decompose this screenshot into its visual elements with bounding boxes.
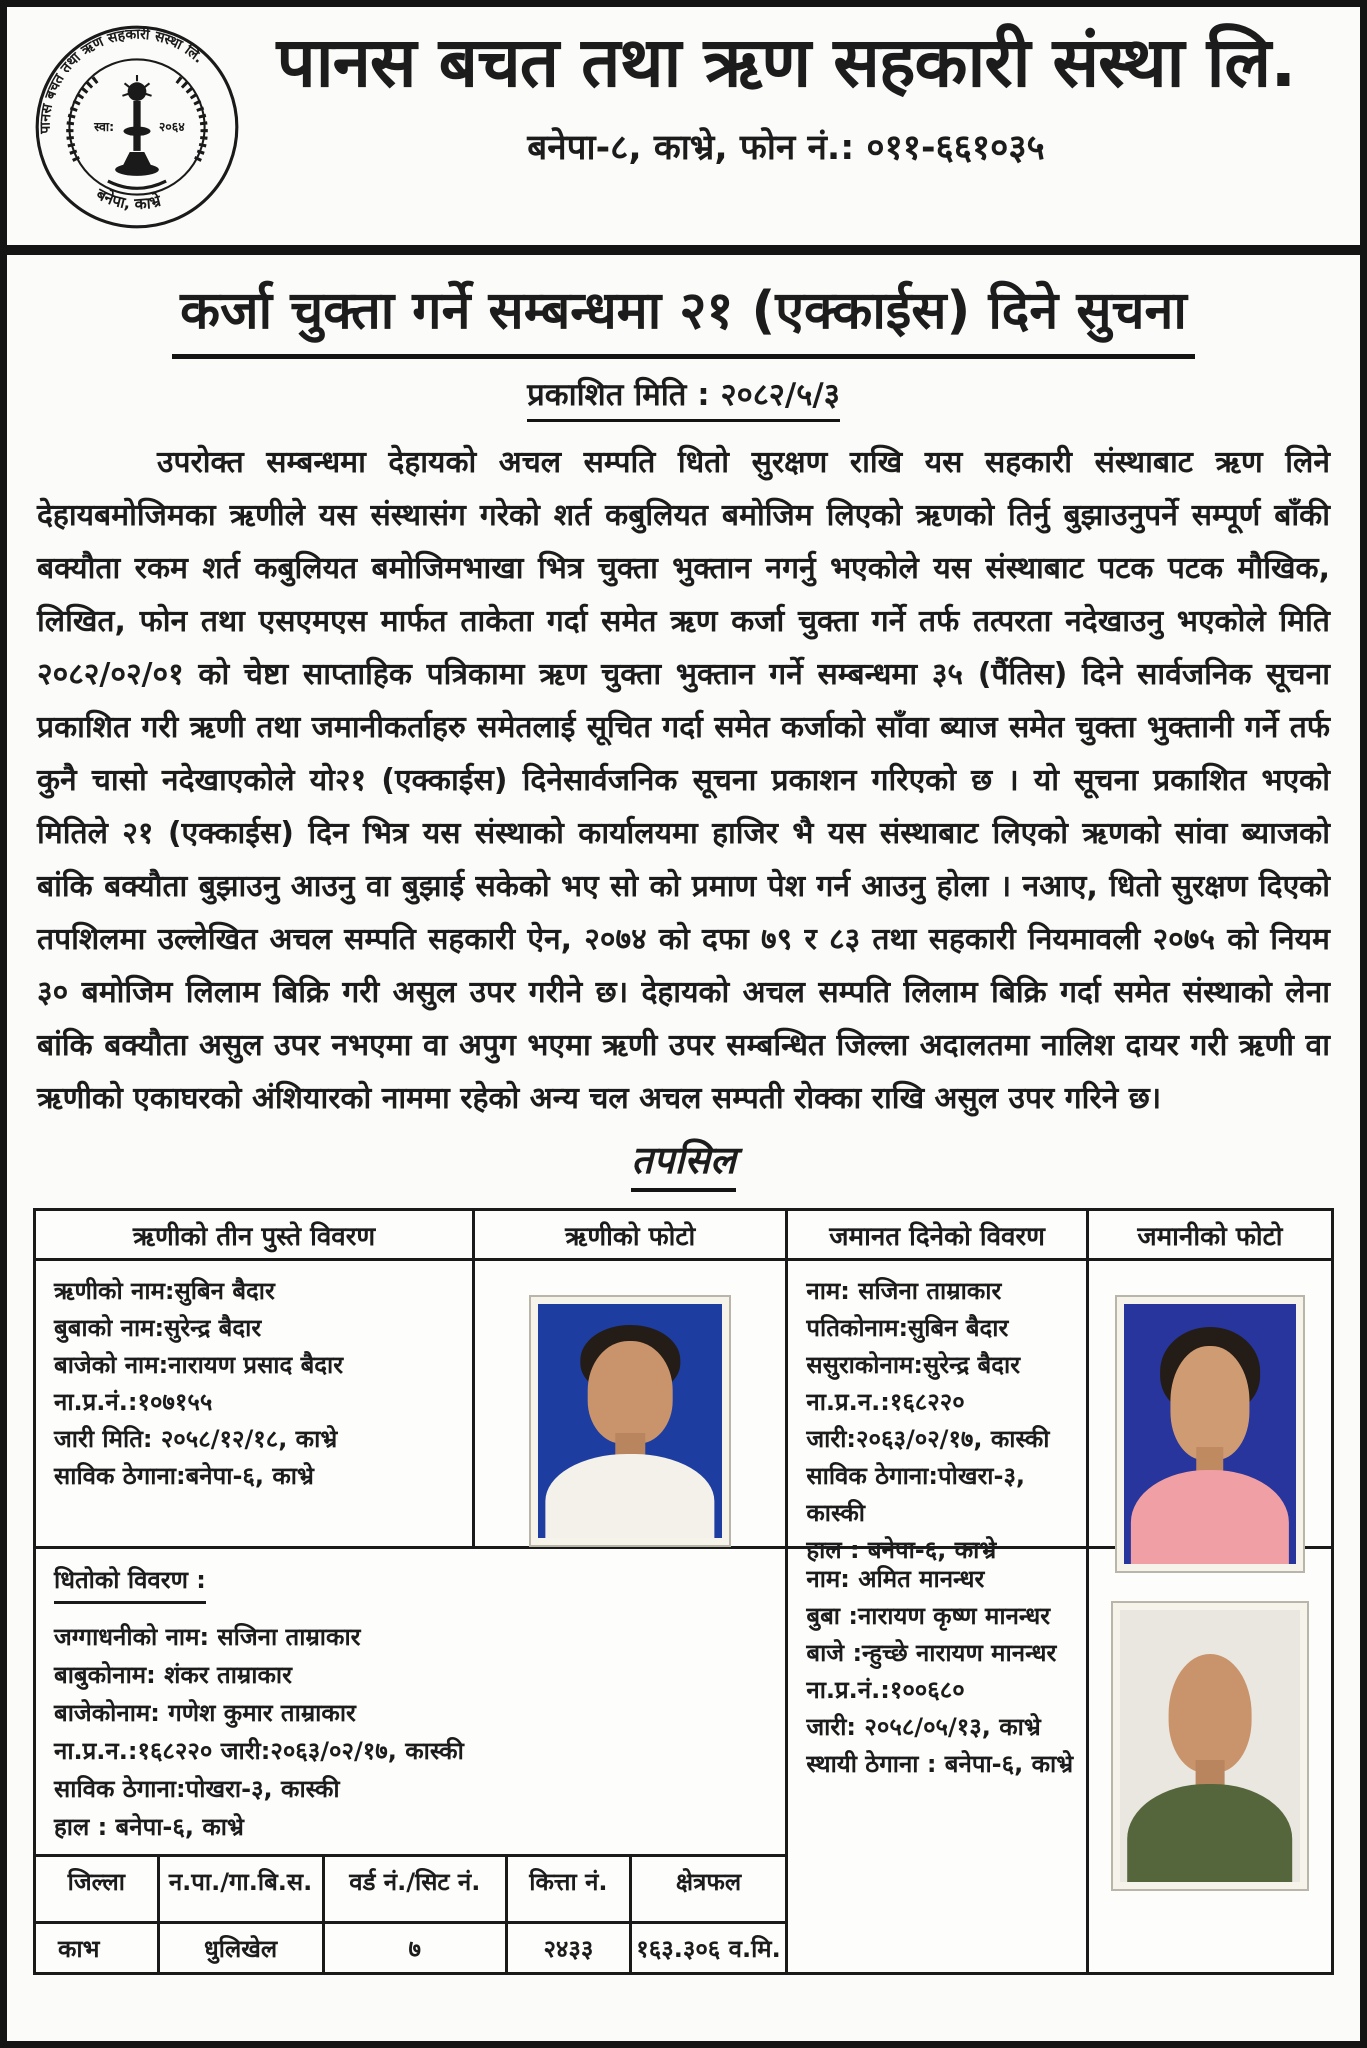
land-col-area: क्षेत्रफल (632, 1857, 786, 1924)
borrower-details-cell (36, 1261, 475, 1549)
land-parcel-table (36, 1854, 785, 1972)
guarantor2-line: बुबा :नारायण कृष्ण मानन्धर (806, 1602, 1051, 1630)
published-date: प्रकाशित मिति : २०८२/५/३ (527, 373, 840, 422)
borrower-line: जारी मिति: २०५८/१२/१८, काभ्रे (54, 1425, 338, 1453)
col-header-guarantor-photo: जमानीको फोटो (1089, 1211, 1331, 1261)
collateral-line: बाबुकोनाम: शंकर ताम्राकार (54, 1661, 292, 1689)
borrower-line: बुबाको नाम:सुरेन्द्र बैदार (54, 1314, 262, 1342)
collateral-title: धितोको विवरण : (54, 1561, 206, 1604)
header (7, 7, 1360, 245)
guarantor2-line: नाम: अमित मानन्धर (806, 1565, 985, 1593)
land-col-municipality: न.पा./गा.बि.स. (160, 1857, 325, 1924)
land-col-district: जिल्ला (36, 1857, 160, 1924)
header-divider (7, 245, 1360, 255)
guarantor2-photo-cell (1089, 1549, 1331, 1972)
guarantor1-line: नाम: सजिना ताम्राकार (806, 1277, 1002, 1305)
collateral-line: हाल : बनेपा-६, काभ्रे (54, 1813, 244, 1841)
land-val-district: काभ (36, 1924, 160, 1972)
collateral-line: बाजेकोनाम: गणेश कुमार ताम्राकार (54, 1699, 356, 1727)
collateral-cell (36, 1549, 788, 1972)
collateral-line: जग्गाधनीको नाम: सजिना ताम्राकार (54, 1623, 361, 1651)
guarantor1-photo-cell (1089, 1261, 1331, 1549)
col-header-guarantor-details: जमानत दिनेको विवरण (788, 1211, 1088, 1261)
borrower-portrait-icon (538, 1304, 722, 1538)
guarantor1-line: ससुराकोनाम:सुरेन्द्र बैदार (806, 1351, 1021, 1379)
guarantor1-line: जारी:२०६३/०२/१७, कास्की (806, 1425, 1050, 1453)
cooperative-seal-logo-icon (33, 23, 241, 231)
col-header-borrower-photo: ऋणीको फोटो (475, 1211, 788, 1261)
borrower-line: बाजेको नाम:नारायण प्रसाद बैदार (54, 1351, 344, 1379)
logo-ring-bottom-text: बनेपा, काभ्रे (93, 184, 163, 214)
land-val-ward: ७ (325, 1924, 509, 1972)
guarantor1-line: पतिकोनाम:सुबिन बैदार (806, 1314, 1009, 1342)
org-name: पानस बचत तथा ऋण सहकारी संस्था लि. (276, 23, 1296, 103)
org-address: बनेपा-८, काभ्रे, फोन नं.: ०११-६६१०३५ (527, 128, 1045, 168)
guarantor2-line: बाजे :न्हुच्छे नारायण मानन्धर (806, 1639, 1057, 1667)
logo-ring-top-text: पानस बचत तथा ऋण सहकारी संस्था लि. (37, 26, 207, 134)
details-table (33, 1208, 1334, 1975)
guarantor2-portrait-icon (1120, 1610, 1300, 1882)
guarantor1-line: हाल : बनेपा-६, काभ्रे (806, 1536, 997, 1564)
collateral-line: साविक ठेगाना:पोखरा-३, कास्की (54, 1775, 340, 1803)
borrower-line: ना.प्र.नं.:१०७१५५ (54, 1388, 213, 1416)
borrower-photo (529, 1295, 731, 1547)
land-val-plot: २४३३ (508, 1924, 632, 1972)
guarantor2-line: ना.प्र.नं.:१००६८० (806, 1676, 965, 1704)
notice-body: उपरोक्त सम्बन्धमा देहायको अचल सम्पति धितो सुरक्षण राखि यस सहकारी संस्थाबाट ऋण लिने देहायबमोजिमका ऋणीले यस संस्थासंग गरेको शर्त कबुलियत बमोजिम लिएको ऋणको तिर्नु बुझाउनुपर्ने सम्पूर्ण बाँकी बक्यौता रकम शर्त कबुलियत बमोजिमभाखा भित्र चुक्ता भुक्तान नगर्नु भएकोले यस संस्थाबाट पटक पटक मौखिक, लिखित, फोन तथा एसएमएस मार्फत ताकेता गर्दा समेत ऋण कर्जा चुक्ता गर्ने तर्फ तत्परता नदेखाउनु भएकोले मिति २०८२/०२/०१ को चेष्टा साप्ताहिक पत्रिकामा ऋण चुक्ता भुक्तान गर्ने सम्बन्धमा ३५ (पैंतिस) दिने सार्वजनिक सूचना प्रकाशित गरी ऋणी तथा जमानीकर्ताहरु समेतलाई सूचित गर्दा समेत कर्जाको साँवा ब्याज समेत चुक्ता भुक्तानी गर्ने तर्फ कुनै चासो नदेखाएकोले यो२१ (एक्काईस) दिनेसार्वजनिक सूचना प्रकाशन गरिएको छ । यो सूचना प्रकाशित भएको मितिले २१ (एक्काईस) दिन भित्र यस संस्थाको कार्यालयमा हाजिर भै यस संस्थाबाट लिएको ऋणको सांवा ब्याजको बांकि बक्यौता बुझाउनु आउनु वा बुझाई सकेको भए सो को प्रमाण पेश गर्न आउनु होला । नआए, धितो सुरक्षण दिएको तपशिलमा उल्लेखित अचल सम्पति सहकारी ऐन, २०७४ को दफा ७९ र ८३ तथा सहकारी नियमावली २०७५ को नियम ३० बमोजिम लिलाम बिक्रि गरी असुल उपर गरीने छ। देहायको अचल सम्पति लिलाम बिक्रि गर्दा समेत संस्थाको लेना बांकि बक्यौता असुल उपर नभएमा वा अपुग भएमा ऋणी उपर सम्बन्धित जिल्ला अदालतमा नालिश दायर गरी ऋणी वा ऋणीको एकाघरको अंशियारको नाममा रहेको अन्य चल अचल सम्पती रोक्का राखि असुल उपर गरिने छ। (37, 445, 1330, 1116)
guarantor2-details-cell (788, 1549, 1088, 1972)
land-val-area: १६३.३०६ व.मि. (636, 1934, 781, 1963)
guarantor1-portrait-icon (1124, 1304, 1296, 1564)
guarantor1-photo (1115, 1295, 1305, 1573)
guarantor2-line: स्थायी ठेगाना : बनेपा-६, काभ्रे (806, 1750, 1074, 1778)
borrower-line: साविक ठेगाना:बनेपा-६, काभ्रे (54, 1462, 314, 1490)
details-heading: तपसिल (631, 1133, 736, 1192)
guarantor2-photo (1111, 1601, 1309, 1891)
col-header-borrower-details: ऋणीको तीन पुस्ते विवरण (36, 1211, 475, 1261)
panas-lamp-icon (108, 75, 166, 188)
guarantor1-details-cell (788, 1261, 1088, 1564)
land-col-ward: वर्ड नं./सिट नं. (325, 1857, 509, 1924)
borrower-line: ऋणीको नाम:सुबिन बैदार (54, 1277, 275, 1305)
guarantor1-line: साविक ठेगाना:पोखरा-३, कास्की (806, 1462, 1026, 1527)
guarantor2-line: जारी: २०५८/०५/१३, काभ्रे (806, 1713, 1041, 1741)
guarantor1-line: ना.प्र.न.:१६८२२० (806, 1388, 965, 1416)
land-val-municipality: धुलिखेल (160, 1924, 325, 1972)
logo-estd-year: २०६४ (158, 119, 185, 135)
logo-estd-label: स्वा: (94, 119, 115, 135)
land-col-plot: कित्ता नं. (508, 1857, 632, 1924)
borrower-photo-cell (475, 1261, 788, 1549)
collateral-line: ना.प्र.न.:१६८२२० जारी:२०६३/०२/१७, कास्की (54, 1737, 464, 1765)
notice-title: कर्जा चुक्ता गर्ने सम्बन्धमा २१ (एक्काईस) दिने सुचना (172, 273, 1195, 359)
